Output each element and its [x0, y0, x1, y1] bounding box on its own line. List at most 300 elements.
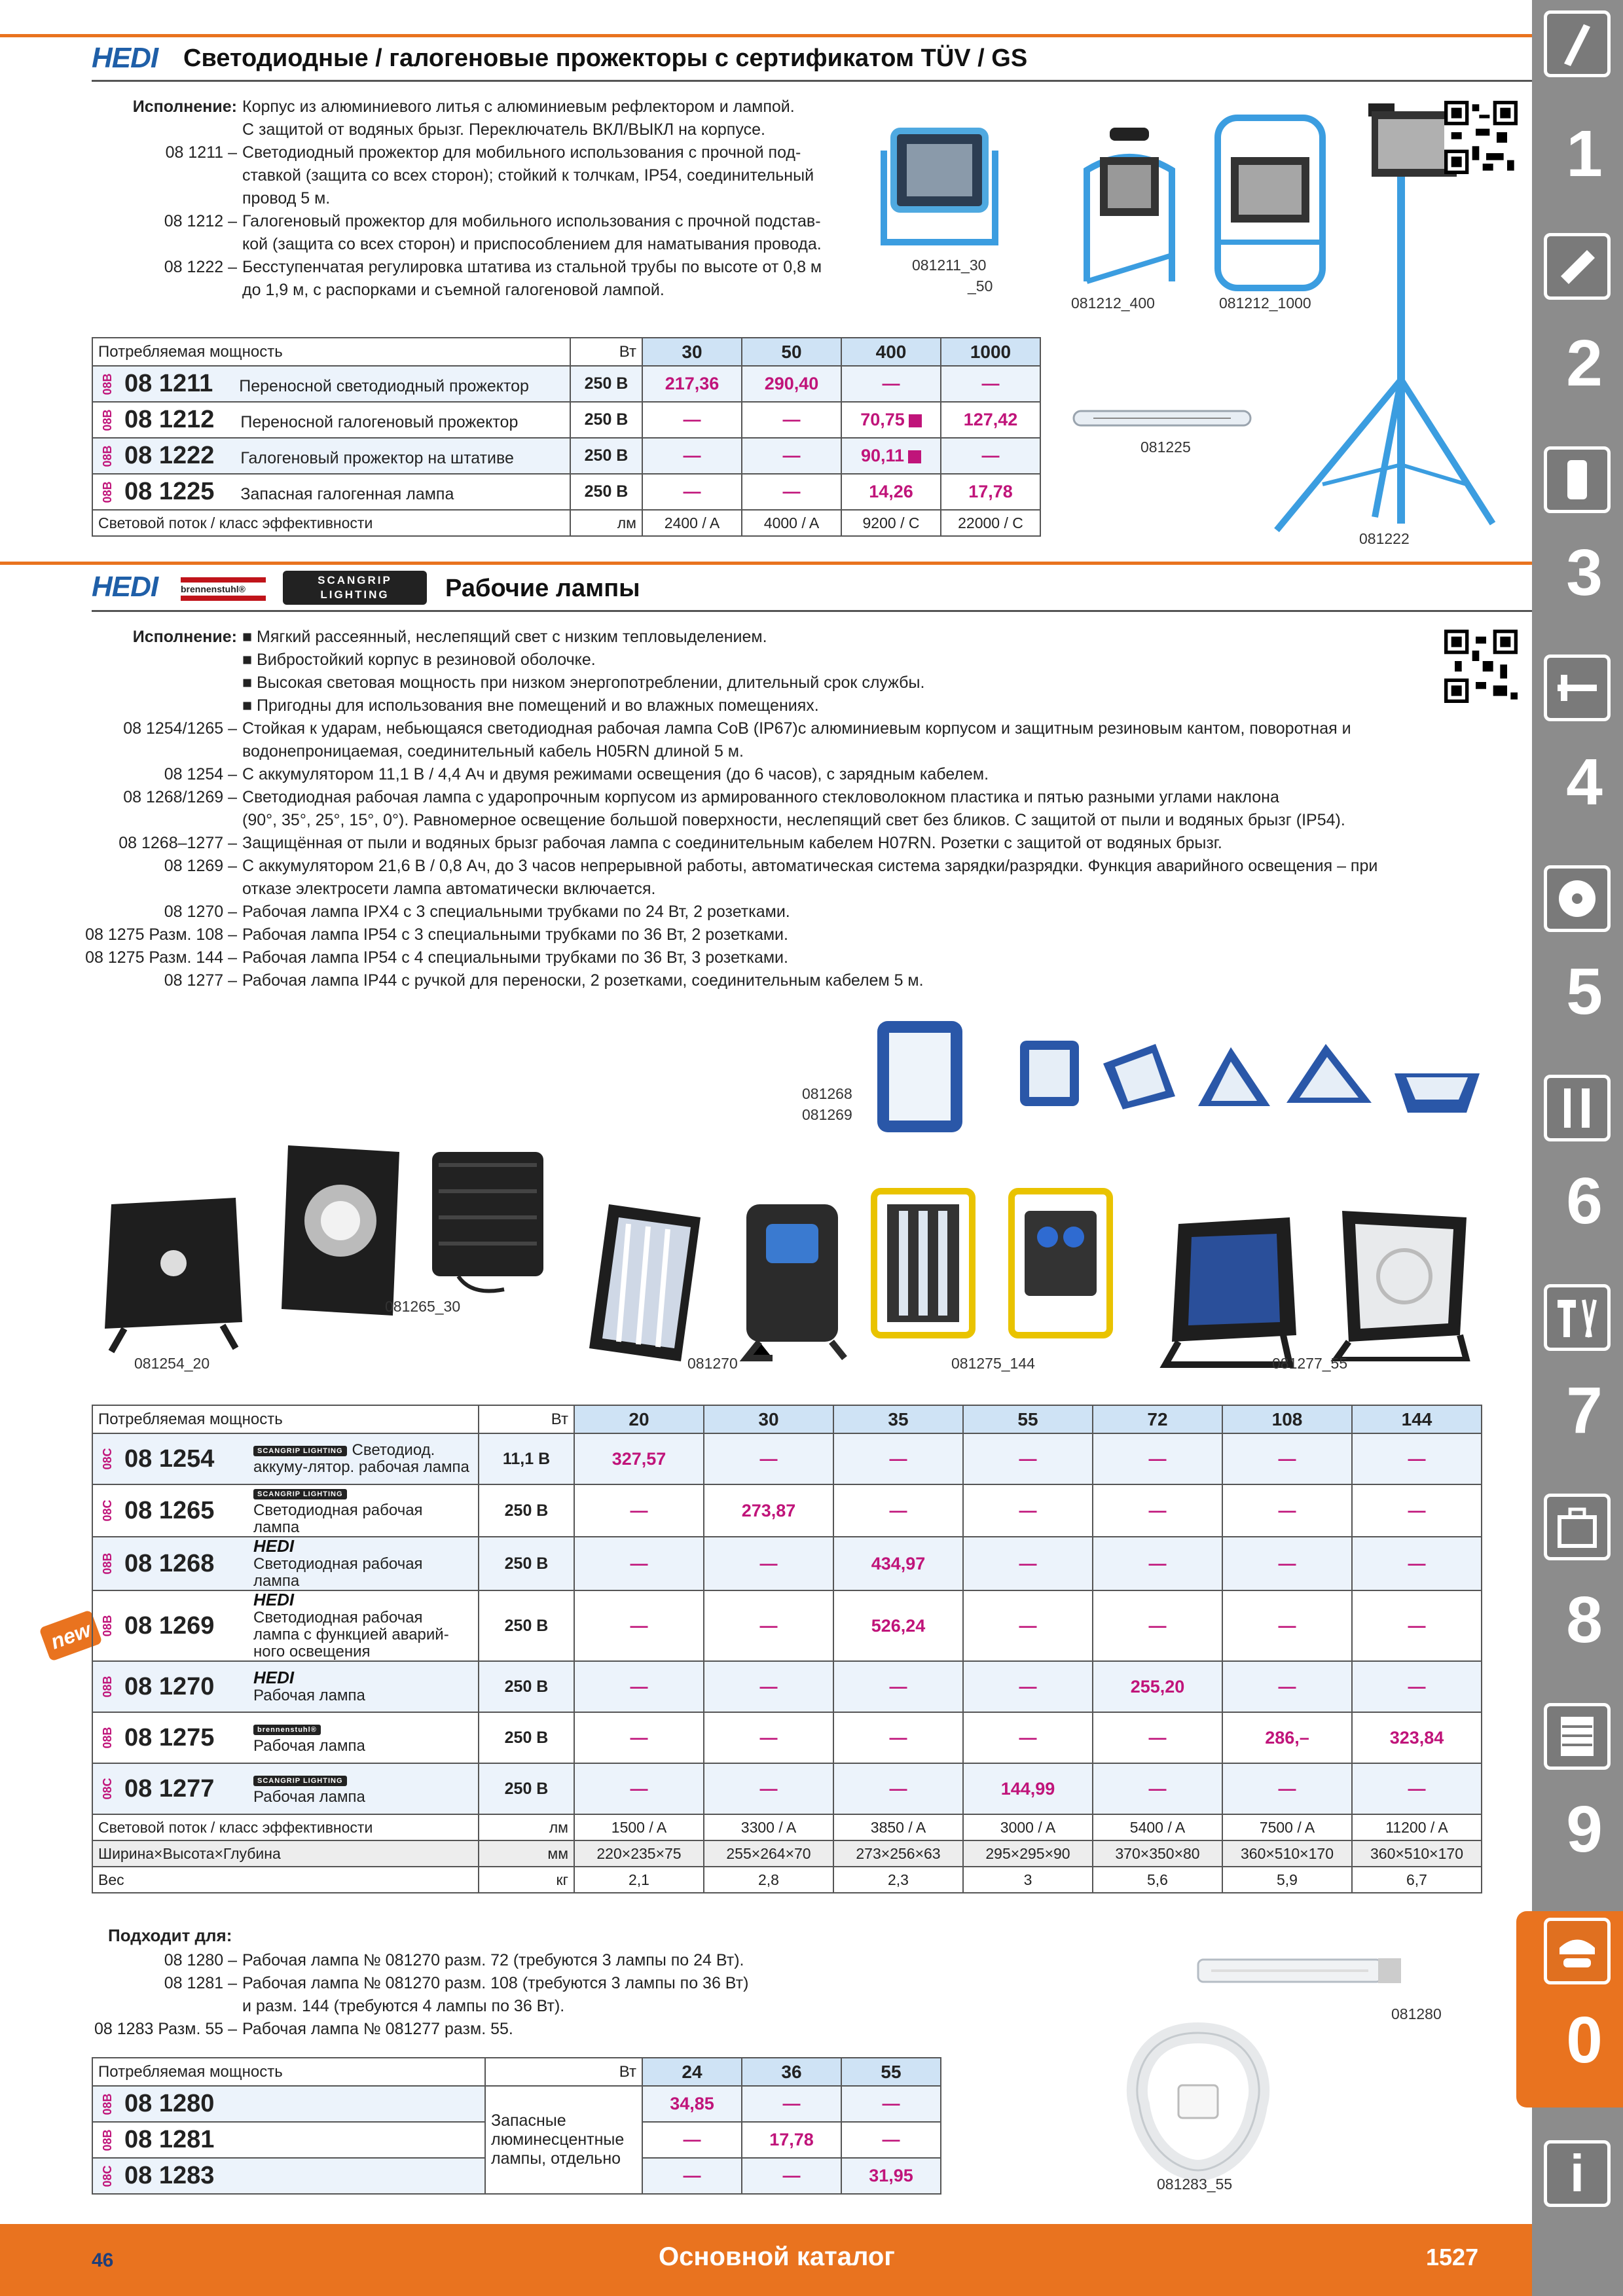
table-row — [92, 474, 1040, 510]
product-info — [253, 1591, 473, 1660]
price-cell: 273,87 — [704, 1484, 833, 1537]
price-value: 17,78 — [968, 482, 1013, 501]
description-line — [52, 626, 1493, 649]
price-cell: — — [833, 1763, 963, 1814]
brand-hedi-logo: HEDI — [92, 42, 158, 74]
price-cell: — — [1093, 1484, 1222, 1537]
description-line — [79, 187, 884, 210]
article-ref: Исполнение: — [132, 628, 237, 646]
article-ref: 08 1270 – — [164, 903, 237, 921]
price-cell — [841, 438, 941, 474]
footer-value: 360×510×170 — [1222, 1840, 1352, 1867]
description-line — [79, 118, 884, 141]
article-ref: 08 1211 – — [165, 143, 237, 162]
tool-cabinet-icon[interactable] — [1544, 1703, 1611, 1770]
table-row — [92, 1590, 1482, 1661]
toolbox-icon[interactable] — [1544, 1494, 1611, 1560]
product-info — [253, 1442, 473, 1476]
image-caption: 081211_30 — [912, 257, 987, 274]
table-footer-row — [92, 510, 1040, 536]
description-line — [79, 141, 884, 164]
description-text: С защитой от водяных брызг. Переключатель ВКЛ/ВЫКЛ на корпусе. — [242, 120, 765, 139]
description-line — [52, 672, 1493, 694]
price-cell — [841, 402, 941, 438]
article-number — [92, 2122, 485, 2158]
footer-unit: лм — [479, 1814, 574, 1840]
price-cell: — — [574, 1484, 704, 1537]
price-group-tag: 08B — [101, 372, 115, 395]
price-cell: — — [574, 1712, 704, 1763]
price-cell — [742, 474, 841, 510]
footer-value: 3850 / A — [833, 1814, 963, 1840]
price-group-tag: 08C — [101, 2164, 115, 2187]
table-row — [92, 438, 1040, 474]
price-cell: — — [704, 1537, 833, 1590]
price-cell: 34,85 — [642, 2086, 742, 2122]
price-cell: — — [574, 1763, 704, 1814]
article-cell-content — [124, 1537, 473, 1590]
price-cell: — — [574, 1537, 704, 1590]
footer-value: 295×295×90 — [963, 1840, 1093, 1867]
price-value: 217,36 — [665, 374, 720, 393]
power-column-header: 72 — [1093, 1405, 1222, 1433]
description-line — [79, 256, 884, 279]
description-text: Рабочая лампа IP54 с 3 специальными трубками по 36 Вт, 2 розетками. — [242, 925, 788, 944]
article-ref — [52, 809, 242, 832]
footer-value: 2400 / A — [642, 510, 742, 536]
brand-brennenstuhl-text: brennenstuhl® — [181, 584, 246, 594]
article-ref — [79, 118, 242, 141]
table-row — [92, 1433, 1482, 1484]
price-value: 127,42 — [963, 410, 1018, 429]
price-group-tag: 08C — [101, 1499, 115, 1522]
article-ref: Исполнение: — [132, 98, 237, 116]
description-text: кой (защита со всех сторон) и приспособлением для наматывания провода. — [242, 235, 822, 253]
price-cell: — — [1352, 1537, 1482, 1590]
image-caption: 081280 — [1391, 2005, 1442, 2022]
description-line — [52, 717, 1493, 740]
section1-price-table — [92, 337, 1041, 537]
footer-value: 3 — [963, 1867, 1093, 1893]
article-code: 08 1211 — [124, 370, 213, 397]
article-code: 08 1275 — [124, 1723, 215, 1751]
price-cell: — — [704, 1763, 833, 1814]
price-cell: — — [963, 1712, 1093, 1763]
chapter-2[interactable]: 2 — [1566, 327, 1603, 400]
article-number — [92, 1712, 479, 1763]
description-line — [79, 2018, 930, 2041]
chapter-0[interactable]: 0 — [1566, 2003, 1603, 2077]
price-cell: — — [704, 1590, 833, 1661]
row-empty — [941, 2158, 1040, 2194]
header-unit: Вт — [570, 338, 642, 366]
product-name: Рабочая лампа — [253, 1687, 365, 1704]
power-column-header: 50 — [742, 338, 841, 366]
footer-value: 5400 / A — [1093, 1814, 1222, 1840]
footer-value: 6,7 — [1352, 1867, 1482, 1893]
info-label: i — [1569, 2144, 1585, 2202]
price-cell — [742, 438, 841, 474]
brennenstuhl-1275-back-image — [1002, 1178, 1120, 1348]
price-cell: — — [1222, 1763, 1352, 1814]
price-cell — [941, 438, 1040, 474]
power-column-header: 30 — [704, 1405, 833, 1433]
led-worklamp-angle-0-image — [1388, 1060, 1486, 1119]
description-text: ■ Мягкий рассеянный, неслепящий свет с низким тепловыделением. — [242, 628, 767, 646]
row-empty — [941, 2086, 1040, 2122]
footer-unit: лм — [570, 510, 642, 536]
footer-label: Ширина×Высота×Глубина — [92, 1840, 479, 1867]
section3-price-table — [92, 2057, 1041, 2195]
price-cell: — — [833, 1712, 963, 1763]
article-ref: 08 1268–1277 – — [119, 834, 237, 852]
description-line — [52, 740, 1493, 763]
price-cell — [941, 366, 1040, 402]
brand-brennenstuhl-logo — [181, 577, 266, 601]
hedi-1270-image — [583, 1198, 707, 1368]
description-text: Рабочая лампа IPX4 с 3 специальными трубками по 24 Вт, 2 розетками. — [242, 903, 790, 921]
article-ref: 08 1275 Разм. 108 – — [85, 925, 237, 944]
article-ref — [52, 649, 242, 672]
page-number-left: 46 — [92, 2250, 114, 2271]
description-line — [52, 763, 1493, 786]
description-text: Стойкая к ударам, небьющаяся светодиодная рабочая лампа CoB (IP67)с алюминиевым корпусом и защитным резиновым кантом, поворотная и — [242, 719, 1351, 738]
power-column-header: 108 — [1222, 1405, 1352, 1433]
article-cell-content — [124, 1485, 473, 1536]
description-text: ставкой (защита со всех сторон); стойкий к толчкам, IP54, соединительный — [242, 166, 814, 185]
description-text: С аккумулятором 11,1 В / 4,4 Ач и двумя режимами освещения (до 6 часов), с зарядным кабелем. — [242, 765, 989, 783]
article-ref — [52, 740, 242, 763]
description-line — [79, 210, 884, 233]
description-line — [79, 164, 884, 187]
footer-value: 2,8 — [704, 1867, 833, 1893]
article-number — [92, 2086, 485, 2122]
spare-halogen-lamp-image — [1067, 404, 1257, 431]
power-column-header: 24 — [642, 2058, 742, 2086]
header-label: Потребляемая мощность — [92, 1405, 479, 1433]
led-worklamp-angle-35-image — [1097, 1037, 1182, 1116]
voltage: 250 В — [479, 1537, 574, 1590]
led-worklamp-1268-image — [871, 1014, 969, 1139]
description-line — [52, 809, 1493, 832]
chapter-6[interactable]: 6 — [1566, 1164, 1603, 1238]
chapter-7[interactable]: 7 — [1566, 1374, 1603, 1447]
price-cell: — — [574, 1661, 704, 1712]
article-number — [92, 2158, 485, 2194]
chapter-9[interactable]: 9 — [1566, 1793, 1603, 1866]
article-number — [92, 1661, 479, 1712]
led-worklamp-angle-25-image — [1192, 1041, 1277, 1119]
description-line — [52, 832, 1493, 855]
price-group-tag: 08C — [101, 1778, 115, 1800]
price-cell: — — [841, 2086, 941, 2122]
new-badge: new — [39, 1609, 102, 1661]
article-ref — [52, 672, 242, 694]
price-cell: — — [963, 1661, 1093, 1712]
scangrip-1277-back-image — [1159, 1211, 1303, 1368]
description-text: Рабочая лампа IP54 с 4 специальными трубками по 36 Вт, 3 розетками. — [242, 948, 788, 967]
price-cell: 144,99 — [963, 1763, 1093, 1814]
price-value: — — [981, 374, 1000, 393]
price-value: 90,11 — [860, 446, 905, 465]
footer-value: 9200 / C — [841, 510, 941, 536]
image-caption: 081265_30 — [385, 1298, 461, 1315]
article-code: 08 1225 — [124, 478, 215, 505]
price-cell: — — [833, 1484, 963, 1537]
chapter-3[interactable]: 3 — [1566, 536, 1603, 609]
price-value: — — [882, 374, 900, 393]
led-worklamp-angle-15-image — [1280, 1037, 1378, 1116]
description-line — [79, 1995, 930, 2018]
footer-value: 4000 / A — [742, 510, 841, 536]
price-value: — — [981, 446, 1000, 465]
collet-chuck-icon[interactable] — [1544, 446, 1611, 513]
hedi-1270-back-image — [733, 1198, 851, 1361]
description-line — [52, 924, 1493, 946]
brand-logo: brennenstuhl® — [253, 1725, 321, 1735]
table-row — [92, 1712, 1482, 1763]
price-group-tag: 08B — [101, 1727, 115, 1749]
price-cell: — — [1093, 1763, 1222, 1814]
price-cell: — — [1352, 1763, 1482, 1814]
price-cell: 323,84 — [1352, 1712, 1482, 1763]
price-value: — — [683, 482, 701, 501]
fits-for-heading: Подходит для: — [108, 1926, 232, 1945]
limited-stock-marker — [909, 414, 922, 427]
footer-value: 220×235×75 — [574, 1840, 704, 1867]
article-ref: 08 1269 – — [164, 857, 237, 875]
table-header-row — [92, 2058, 1040, 2086]
price-cell: 286,– — [1222, 1712, 1352, 1763]
power-column-header: 55 — [963, 1405, 1093, 1433]
description-text: С аккумулятором 21,6 В / 0,8 Ач, до 3 часов непрерывной работы, автоматическая система зарядки/разрядки. Функция аварийного освещения – при — [242, 857, 1378, 875]
header-empty — [941, 2058, 1040, 2086]
description-text: Рабочая лампа IP44 с ручкой для переноски, 2 розетками, соединительным кабелем 5 м. — [242, 971, 924, 990]
price-cell — [742, 402, 841, 438]
footer-value: 360×510×170 — [1352, 1840, 1482, 1867]
price-value: — — [782, 482, 801, 501]
voltage: 250 В — [479, 1712, 574, 1763]
footer-value: 370×350×80 — [1093, 1840, 1222, 1867]
description-text: Светодиодная рабочая лампа с ударопрочным корпусом из армированного стекловолокном пластика и пятью разными углами наклона — [242, 788, 1279, 806]
wrench-screwdriver-icon[interactable] — [1544, 1075, 1611, 1141]
price-cell: — — [1352, 1433, 1482, 1484]
description-line — [79, 233, 884, 256]
article-cell-content — [124, 1442, 473, 1476]
chapter-5[interactable]: 5 — [1566, 955, 1603, 1028]
product-info — [253, 1721, 473, 1755]
description-text: (90°, 35°, 25°, 15°, 0°). Равномерное освещение большой поверхности, неслепящий свет без бликов. С защитой от пыли и водяных брызг (IP54). — [242, 811, 1345, 829]
footer-value: 5,9 — [1222, 1867, 1352, 1893]
power-column-header: 20 — [574, 1405, 704, 1433]
price-value: — — [683, 446, 701, 465]
voltage: 11,1 В — [479, 1433, 574, 1484]
footer-label: Световой поток / класс эффективности — [92, 510, 570, 536]
image-caption: 081283_55 — [1157, 2176, 1233, 2193]
voltage: 250 В — [479, 1484, 574, 1537]
scangrip-1254-image — [98, 1191, 249, 1355]
description-text: ■ Вибростойкий корпус в резиновой оболочке. — [242, 651, 596, 669]
article-ref — [79, 187, 242, 210]
article-code: 08 1254 — [124, 1444, 215, 1473]
image-caption: 081254_20 — [134, 1355, 210, 1372]
table-footer-row — [92, 1867, 1482, 1893]
article-code: 08 1268 — [124, 1549, 215, 1577]
footer-label: Вес — [92, 1867, 479, 1893]
article-ref: 08 1254/1265 – — [123, 719, 237, 738]
table-row — [92, 366, 1040, 402]
price-cell: — — [963, 1433, 1093, 1484]
product-name: Рабочая лампа — [253, 1788, 365, 1806]
article-ref: 08 1281 – — [164, 1974, 237, 1992]
product-name: Галогеновый прожектор на штативе — [240, 449, 514, 467]
price-cell: — — [1222, 1661, 1352, 1712]
description-line — [79, 1972, 930, 1995]
scangrip-1265-back-image — [419, 1139, 556, 1296]
drill-bit-icon[interactable] — [1544, 10, 1611, 77]
price-value: 14,26 — [869, 482, 913, 501]
table-header-row — [92, 1405, 1482, 1433]
footer-value: 2,1 — [574, 1867, 704, 1893]
brand-scangrip-logo: SCANGRIP LIGHTING — [283, 571, 427, 605]
cutting-insert-icon[interactable] — [1544, 233, 1611, 300]
footer-value: 273×256×63 — [833, 1840, 963, 1867]
price-cell: — — [841, 2122, 941, 2158]
power-column-header: 144 — [1352, 1405, 1482, 1433]
description-text: ■ Высокая световая мощность при низком энергопотреблении, длительный срок службы. — [242, 673, 925, 692]
article-code: 08 1281 — [124, 2126, 215, 2153]
price-group-tag: 08B — [101, 2128, 115, 2151]
description-line — [52, 946, 1493, 969]
section2-price-table — [92, 1405, 1482, 1893]
brand-logo: SCANGRIP LIGHTING — [253, 1446, 346, 1456]
image-caption: _50 — [968, 278, 993, 295]
voltage: 250 В — [570, 366, 642, 402]
price-cell: — — [1093, 1712, 1222, 1763]
price-cell: — — [1352, 1484, 1482, 1537]
price-cell: — — [704, 1433, 833, 1484]
footer-unit: кг — [479, 1867, 574, 1893]
article-code: 08 1283 — [124, 2162, 215, 2189]
description-text: и разм. 144 (требуются 4 лампы по 36 Вт). — [242, 1997, 565, 2015]
article-code: 08 1212 — [124, 406, 215, 433]
description-line — [52, 694, 1493, 717]
footer-value: 22000 / C — [941, 510, 1040, 536]
price-cell: — — [833, 1433, 963, 1484]
price-cell: — — [963, 1590, 1093, 1661]
footer-value: 2,3 — [833, 1867, 963, 1893]
qr-code-icon — [1444, 630, 1518, 703]
article-number — [92, 1537, 479, 1590]
article-cell-content — [124, 1591, 473, 1660]
price-cell — [941, 402, 1040, 438]
description-text: отказе электросети лампа автоматически включается. — [242, 880, 656, 898]
price-value: — — [782, 410, 801, 429]
price-value: 70,75 — [860, 410, 905, 429]
price-cell: — — [1093, 1590, 1222, 1661]
article-cell-content — [124, 1772, 473, 1806]
description-text: Рабочая лампа № 081277 разм. 55. — [242, 2020, 513, 2038]
footer-value: 255×264×70 — [704, 1840, 833, 1867]
price-group-tag: 08B — [101, 1615, 115, 1637]
voltage: 250 В — [570, 402, 642, 438]
article-cell-content — [124, 1721, 473, 1755]
hammer-pliers-icon[interactable] — [1544, 1284, 1611, 1351]
price-cell: — — [742, 2158, 841, 2194]
image-caption: 081270 — [687, 1355, 738, 1372]
brand-logo: HEDI — [253, 1536, 295, 1556]
article-ref: 08 1212 – — [164, 212, 237, 230]
description-text: провод 5 м. — [242, 189, 331, 207]
price-cell — [742, 366, 841, 402]
section3-description — [79, 1949, 930, 2041]
table-row — [92, 1484, 1482, 1537]
table-row — [92, 1537, 1482, 1590]
article-ref: 08 1277 – — [164, 971, 237, 990]
header-unit: Вт — [479, 1405, 574, 1433]
chapter-1[interactable]: 1 — [1566, 117, 1603, 190]
table-row — [92, 1661, 1482, 1712]
price-cell — [642, 438, 742, 474]
scangrip-1265-image — [275, 1139, 406, 1322]
saw-blade-icon[interactable] — [1544, 865, 1611, 932]
description-text: Рабочая лампа № 081270 разм. 72 (требуются 3 лампы по 24 Вт). — [242, 1951, 744, 1969]
price-cell: 526,24 — [833, 1590, 963, 1661]
article-ref: 08 1283 Разм. 55 – — [94, 2020, 237, 2038]
safety-equipment-icon[interactable] — [1544, 1918, 1611, 1984]
section1-description — [79, 96, 884, 302]
footer-value: 3300 / A — [704, 1814, 833, 1840]
caliper-icon[interactable] — [1544, 655, 1611, 721]
description-text: Рабочая лампа № 081270 разм. 108 (требуются 3 лампы по 36 Вт) — [242, 1974, 749, 1992]
price-cell — [642, 474, 742, 510]
voltage: 250 В — [479, 1590, 574, 1661]
scangrip-1277-image — [1329, 1204, 1473, 1361]
price-cell: 255,20 — [1093, 1661, 1222, 1712]
voltage: 250 В — [479, 1763, 574, 1814]
product-info — [253, 1485, 473, 1536]
article-ref: 08 1280 – — [164, 1951, 237, 1969]
price-cell — [841, 474, 941, 510]
chapter-8[interactable]: 8 — [1566, 1583, 1603, 1657]
article-ref: 08 1268/1269 – — [123, 788, 237, 806]
description-line — [52, 969, 1493, 992]
description-text: водонепроницаемая, соединительный кабель H05RN длиной 5 м. — [242, 742, 744, 761]
power-column-header: 30 — [642, 338, 742, 366]
voltage: 250 В — [479, 1661, 574, 1712]
brand-logo: HEDI — [253, 1668, 295, 1687]
price-group-tag: 08B — [101, 1552, 115, 1575]
catalog-title: Основной каталог — [659, 2242, 895, 2271]
info-icon[interactable] — [1544, 2140, 1611, 2207]
article-number — [92, 1590, 479, 1661]
price-value: — — [782, 446, 801, 465]
fluorescent-2d-1283-image — [1126, 2020, 1270, 2183]
footer-value: 5,6 — [1093, 1867, 1222, 1893]
article-code: 08 1222 — [124, 442, 215, 469]
product-name: Светодиодная рабочая лампа с функцией аварий-ного освещения — [253, 1609, 449, 1660]
description-line — [52, 901, 1493, 924]
price-group-tag: 08C — [101, 1448, 115, 1470]
price-group-tag: 08B — [101, 480, 115, 503]
header-unit: Вт — [485, 2058, 642, 2086]
article-number — [92, 438, 570, 474]
brand-logo: SCANGRIP LIGHTING — [253, 1776, 346, 1786]
article-ref: 08 1222 – — [164, 258, 237, 276]
brand-logo: HEDI — [253, 1590, 295, 1609]
image-caption: 081212_1000 — [1219, 295, 1311, 312]
chapter-4[interactable]: 4 — [1566, 745, 1603, 819]
